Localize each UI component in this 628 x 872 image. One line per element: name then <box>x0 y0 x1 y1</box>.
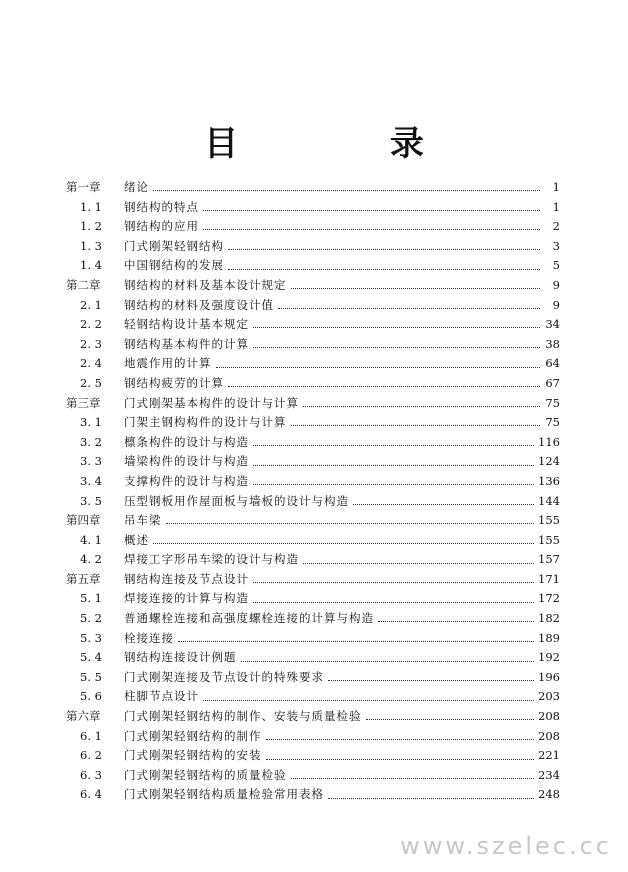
toc-entry-page: 67 <box>545 375 560 390</box>
toc-entry-number: 1. 1 <box>80 199 102 214</box>
toc-entry-title: 门式刚架轻钢结构 <box>124 238 224 253</box>
toc-entry-page: 1 <box>552 199 560 214</box>
dot-leader <box>328 680 534 681</box>
dot-leader <box>153 190 540 191</box>
toc-entry-title: 钢结构基本构件的计算 <box>124 336 249 351</box>
toc-section-row[interactable] <box>66 766 560 786</box>
toc-entry-page: 75 <box>545 415 560 430</box>
toc-entry-title: 钢结构的特点 <box>124 199 199 214</box>
toc-section-row[interactable] <box>66 315 560 335</box>
dot-leader <box>253 484 534 485</box>
toc-entry-title: 柱脚节点设计 <box>124 689 199 704</box>
toc-entry-number: 1. 3 <box>80 238 102 253</box>
toc-entry-number: 4. 2 <box>80 552 102 567</box>
toc-section-row[interactable] <box>66 198 560 218</box>
page-title: 目 录 <box>204 124 494 164</box>
toc-entry-page: 189 <box>538 630 560 645</box>
dot-leader <box>253 582 534 583</box>
dot-leader <box>228 386 540 387</box>
toc-entry-number: 3. 1 <box>80 415 102 430</box>
dot-leader <box>253 465 534 466</box>
toc-entry-number: 第四章 <box>66 513 101 528</box>
dot-leader <box>353 504 534 505</box>
toc-entry-page: 182 <box>538 611 560 626</box>
toc-entry-page: 221 <box>538 748 560 763</box>
toc-entry-number: 6. 1 <box>80 728 102 743</box>
dot-leader <box>266 759 535 760</box>
toc-entry-title: 焊接工字形吊车梁的设计与构造 <box>124 552 299 567</box>
toc-section-row[interactable] <box>66 589 560 609</box>
dot-leader <box>366 719 535 720</box>
dot-leader <box>278 308 540 309</box>
toc-entry-title: 支撑构件的设计与构造 <box>124 473 249 488</box>
toc-entry-title: 钢结构的材料及基本设计规定 <box>124 277 287 292</box>
toc-section-row[interactable] <box>66 413 560 433</box>
dot-leader <box>228 269 540 270</box>
toc-entry-title: 钢结构连接设计例题 <box>124 650 237 665</box>
toc-entry-page: 75 <box>545 395 560 410</box>
dot-leader <box>291 425 541 426</box>
toc-chapter-row[interactable] <box>66 570 560 590</box>
toc-entry-number: 5. 4 <box>80 650 102 665</box>
toc-entry-title: 绪论 <box>124 180 149 194</box>
toc-entry-page: 9 <box>552 277 560 292</box>
dot-leader <box>303 563 534 564</box>
toc-entry-page: 192 <box>538 650 560 665</box>
toc-section-row[interactable] <box>66 492 560 512</box>
toc-entry-number: 5. 1 <box>80 591 102 606</box>
toc-entry-number: 第五章 <box>66 571 101 586</box>
toc-entry-page: 116 <box>538 434 560 449</box>
toc-section-row[interactable] <box>66 609 560 629</box>
toc-entry-number: 4. 1 <box>80 532 102 547</box>
toc-chapter-row[interactable] <box>66 178 560 198</box>
toc-entry-page: 157 <box>538 552 560 567</box>
toc-section-row[interactable] <box>66 746 560 766</box>
toc-entry-title: 门式刚架轻钢结构的制作 <box>124 728 262 743</box>
toc-section-row[interactable] <box>66 727 560 747</box>
toc-entry-number: 6. 2 <box>80 748 102 763</box>
dot-leader <box>203 229 540 230</box>
toc-entry-page: 124 <box>538 454 560 469</box>
toc-entry-title: 墙梁构件的设计与构造 <box>124 454 249 469</box>
toc-entry-number: 5. 3 <box>80 630 102 645</box>
toc-section-row[interactable] <box>66 256 560 276</box>
toc-entry-title: 中国钢结构的发展 <box>124 258 224 273</box>
toc-entry-number: 第六章 <box>66 709 101 724</box>
toc-entry-title: 门式刚架基本构件的设计与计算 <box>124 395 299 410</box>
toc-entry-title: 钢结构连接及节点设计 <box>124 571 249 586</box>
toc-entry-number: 1. 4 <box>80 258 102 273</box>
toc-entry-number: 2. 2 <box>80 317 102 332</box>
toc-entry-title: 门式刚架连接及节点设计的特殊要求 <box>124 669 324 684</box>
toc-entry-page: 203 <box>538 689 560 704</box>
toc-entry-page: 208 <box>538 709 560 724</box>
toc-entry-number: 3. 4 <box>80 473 102 488</box>
toc-entry-title: 门式刚架轻钢结构的制作、安装与质量检验 <box>124 709 362 724</box>
dot-leader <box>178 641 534 642</box>
toc-entry-page: 2 <box>552 219 560 234</box>
toc-entry-page: 144 <box>538 493 560 508</box>
toc-section-row[interactable] <box>66 687 560 707</box>
toc-entry-number: 3. 5 <box>80 493 102 508</box>
dot-leader <box>203 210 540 211</box>
toc-entry-page: 34 <box>545 317 560 332</box>
dot-leader <box>253 602 534 603</box>
toc-entry-number: 第三章 <box>66 395 101 410</box>
toc-entry-page: 171 <box>538 571 560 586</box>
toc-entry-number: 2. 4 <box>80 356 102 371</box>
toc-section-row[interactable] <box>66 433 560 453</box>
toc-entry-title: 檩条构件的设计与构造 <box>124 434 249 449</box>
toc-entry-title: 门架主钢构构件的设计与计算 <box>124 415 287 430</box>
toc-entry-number: 6. 3 <box>80 767 102 782</box>
toc-entry-title: 门式刚架轻钢结构的安装 <box>124 748 262 763</box>
toc-entry-number: 1. 2 <box>80 219 102 234</box>
toc-section-row[interactable] <box>66 668 560 688</box>
toc-entry-number: 2. 5 <box>80 375 102 390</box>
toc-entry-number: 5. 5 <box>80 669 102 684</box>
toc-entry-page: 234 <box>538 767 560 782</box>
toc-section-row[interactable] <box>66 374 560 394</box>
toc-section-row[interactable] <box>66 237 560 257</box>
toc-entry-title: 吊车梁 <box>124 513 162 528</box>
dot-leader <box>303 406 540 407</box>
dot-leader <box>253 445 534 446</box>
toc-entry-number: 第二章 <box>66 277 101 292</box>
dot-leader <box>216 367 541 368</box>
toc-entry-title: 地震作用的计算 <box>124 356 212 371</box>
dot-leader <box>328 798 534 799</box>
toc-entry-title: 门式刚架轻钢结构质量检验常用表格 <box>124 787 324 802</box>
toc-entry-page: 3 <box>552 238 560 253</box>
toc-entry-page: 136 <box>538 473 560 488</box>
toc-entry-number: 5. 2 <box>80 611 102 626</box>
dot-leader <box>253 327 540 328</box>
toc-chapter-row[interactable] <box>66 394 560 414</box>
toc-entry-number: 3. 2 <box>80 434 102 449</box>
toc-chapter-row[interactable] <box>66 511 560 531</box>
toc-entry-page: 38 <box>545 336 560 351</box>
toc-entry-page: 9 <box>552 297 560 312</box>
table-of-contents <box>66 178 560 805</box>
toc-section-row[interactable] <box>66 335 560 355</box>
toc-entry-title: 钢结构疲劳的计算 <box>124 375 224 390</box>
toc-entry-page: 208 <box>538 728 560 743</box>
watermark: www.szelec.cc <box>400 832 612 860</box>
toc-section-row[interactable] <box>66 629 560 649</box>
toc-entry-title: 钢结构的应用 <box>124 219 199 234</box>
dot-leader <box>228 249 540 250</box>
dot-leader <box>291 288 541 289</box>
dot-leader <box>203 700 534 701</box>
toc-entry-number: 2. 3 <box>80 336 102 351</box>
dot-leader <box>241 661 535 662</box>
toc-entry-title: 焊接连接的计算与构造 <box>124 591 249 606</box>
dot-leader <box>378 621 534 622</box>
toc-entry-title: 压型钢板用作屋面板与墙板的设计与构造 <box>124 493 349 508</box>
toc-section-row[interactable] <box>66 452 560 472</box>
toc-section-row[interactable] <box>66 531 560 551</box>
dot-leader <box>153 543 534 544</box>
toc-entry-number: 5. 6 <box>80 689 102 704</box>
toc-entry-page: 248 <box>538 787 560 802</box>
toc-section-row[interactable] <box>66 648 560 668</box>
toc-entry-page: 64 <box>545 356 560 371</box>
toc-entry-title: 栓接连接 <box>124 630 174 645</box>
toc-entry-title: 普通螺栓连接和高强度螺栓连接的计算与构造 <box>124 611 374 626</box>
toc-section-row[interactable] <box>66 550 560 570</box>
dot-leader <box>166 523 535 524</box>
toc-entry-title: 门式刚架轻钢结构的质量检验 <box>124 767 287 782</box>
toc-chapter-row[interactable] <box>66 276 560 296</box>
toc-entry-number: 3. 3 <box>80 454 102 469</box>
toc-entry-page: 155 <box>538 532 560 547</box>
toc-section-row[interactable] <box>66 354 560 374</box>
toc-entry-number: 2. 1 <box>80 297 102 312</box>
toc-entry-page: 172 <box>538 591 560 606</box>
toc-entry-page: 5 <box>552 258 560 273</box>
toc-section-row[interactable] <box>66 472 560 492</box>
toc-entry-page: 155 <box>538 513 560 528</box>
toc-section-row[interactable] <box>66 296 560 316</box>
toc-section-row[interactable] <box>66 217 560 237</box>
toc-entry-title: 轻钢结构设计基本规定 <box>124 317 249 332</box>
dot-leader <box>291 778 535 779</box>
toc-entry-page: 196 <box>538 669 560 684</box>
dot-leader <box>253 347 540 348</box>
toc-entry-number: 6. 4 <box>80 787 102 802</box>
toc-entry-title: 钢结构的材料及强度设计值 <box>124 297 274 312</box>
toc-section-row[interactable] <box>66 785 560 805</box>
toc-entry-title: 概述 <box>124 532 149 547</box>
dot-leader <box>266 739 535 740</box>
toc-entry-number: 第一章 <box>66 180 101 194</box>
toc-entry-page: 1 <box>552 180 560 194</box>
toc-chapter-row[interactable] <box>66 707 560 727</box>
